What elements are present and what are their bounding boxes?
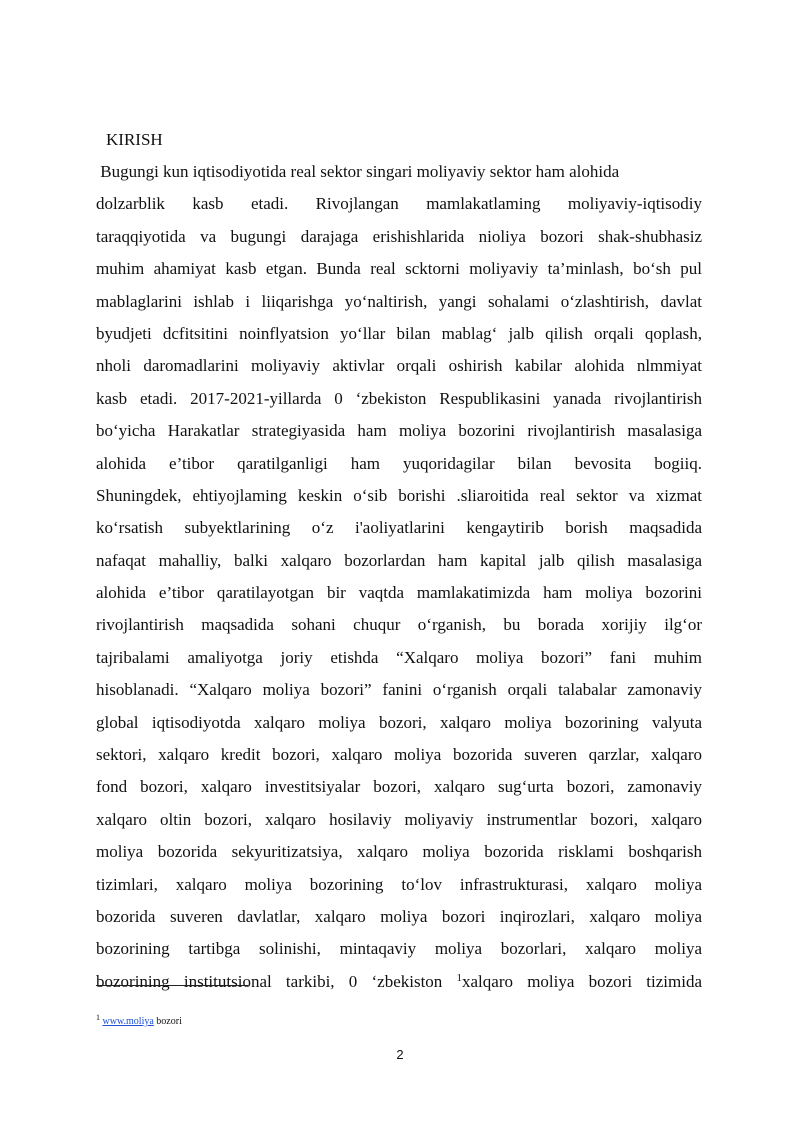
last-line-start: bozorining institutsional tarkibi, 0 ‘zbekiston xyxy=(96,971,457,991)
text-line: byudjeti dcfitsitini noinflyatsion yo‘llar bilan mablag‘ jalb qilish orqali qoplash, xyxy=(96,323,702,343)
text-line: alohida e’tibor qaratilganligi ham yuqoridagilar bilan bevosita bogiiq. xyxy=(96,453,702,473)
text-line: nafaqat mahalliy, balki xalqaro bozorlardan ham kapital jalb qilish masalasiga xyxy=(96,550,702,570)
last-text-line xyxy=(96,966,702,998)
text-line: tizimlari, xalqaro moliya bozorining to‘lov infrastrukturasi, xalqaro moliya xyxy=(96,874,702,894)
text-line: xalqaro oltin bozori, xalqaro hosilaviy moliyaviy instrumentlar bozori, xalqaro xyxy=(96,809,702,829)
text-line: kasb etadi. 2017-2021-yillarda 0 ‘zbekiston Respublikasini yanada rivojlantirish xyxy=(96,388,702,408)
text-line: mablaglarini ishlab i liiqarishga yo‘naltirish, yangi sohalami o‘zlashtirish, davlat xyxy=(96,291,702,311)
text-line: bozorining tartibga solinishi, mintaqaviy moliya bozorlari, xalqaro moliya xyxy=(96,939,702,959)
footnote-text: bozori xyxy=(153,1016,182,1027)
text-line: ko‘rsatish subyektlarining o‘z i'aoliyatlarini kengaytirib borish maqsadida xyxy=(96,518,702,538)
page-number: 2 xyxy=(396,1047,404,1062)
text-line: Bugungi kun iqtisodiyotida real sektor singari moliyaviy sektor ham alohida xyxy=(96,162,620,181)
section-heading: KIRISH xyxy=(106,130,163,149)
body-paragraph xyxy=(96,156,702,998)
text-line: hisoblanadi. “Xalqaro moliya bozori” fanini o‘rganish orqali talabalar zamonaviy xyxy=(96,680,702,700)
text-line: fond bozori, xalqaro investitsiyalar bozori, xalqaro sug‘urta bozori, zamonaviy xyxy=(96,777,702,797)
footnote-separator xyxy=(96,985,248,986)
footnote-reference: 1 xyxy=(456,971,463,984)
footnote xyxy=(96,1015,182,1029)
footnote-marker: 1 xyxy=(96,1013,100,1022)
text-line: nholi daromadlarini moliyaviy aktivlar orqali oshirish kabilar alohida nlmmiyat xyxy=(96,356,702,376)
text-line: global iqtisodiyotda xalqaro moliya bozori, xalqaro moliya bozorining valyuta xyxy=(96,712,702,732)
footnote-link[interactable]: www.moliya xyxy=(102,1016,154,1027)
text-line: sektori, xalqaro kredit bozori, xalqaro moliya bozorida suveren qarzlar, xalqaro xyxy=(96,745,702,765)
text-line: rivojlantirish maqsadida sohani chuqur o‘rganish, bu borada xorijiy ilg‘or xyxy=(96,615,702,635)
text-line: bozorida suveren davlatlar, xalqaro moliya bozori inqirozlari, xalqaro moliya xyxy=(96,906,702,926)
text-line: muhim ahamiyat kasb etgan. Bunda real scktorni moliyaviy ta’minlash, bo‘sh pul xyxy=(96,259,702,279)
text-line: alohida e’tibor qaratilayotgan bir vaqtda mamlakatimizda ham moliya bozorini xyxy=(96,583,702,603)
text-line: moliya bozorida sekyuritizatsiya, xalqaro moliya bozorida risklami boshqarish xyxy=(96,842,702,862)
text-line: dolzarblik kasb etadi. Rivojlangan mamlakatlaming moliyaviy-iqtisodiy xyxy=(96,194,702,214)
text-line: bo‘yicha Harakatlar strategiyasida ham moliya bozorini rivojlantirish masalasiga xyxy=(96,421,702,441)
text-line: Shuningdek, ehtiyojlaming keskin o‘sib borishi .sliaroitida real sektor va xizmat xyxy=(96,485,702,505)
text-line: tajribalami amaliyotga joriy etishda “Xalqaro moliya bozori” fani muhim xyxy=(96,647,702,667)
text-line: taraqqiyotida va bugungi darajaga erishishlarida nioliya bozori shak-shubhasiz xyxy=(96,226,702,246)
last-line-end: xalqaro moliya bozori tizimida xyxy=(462,971,702,991)
